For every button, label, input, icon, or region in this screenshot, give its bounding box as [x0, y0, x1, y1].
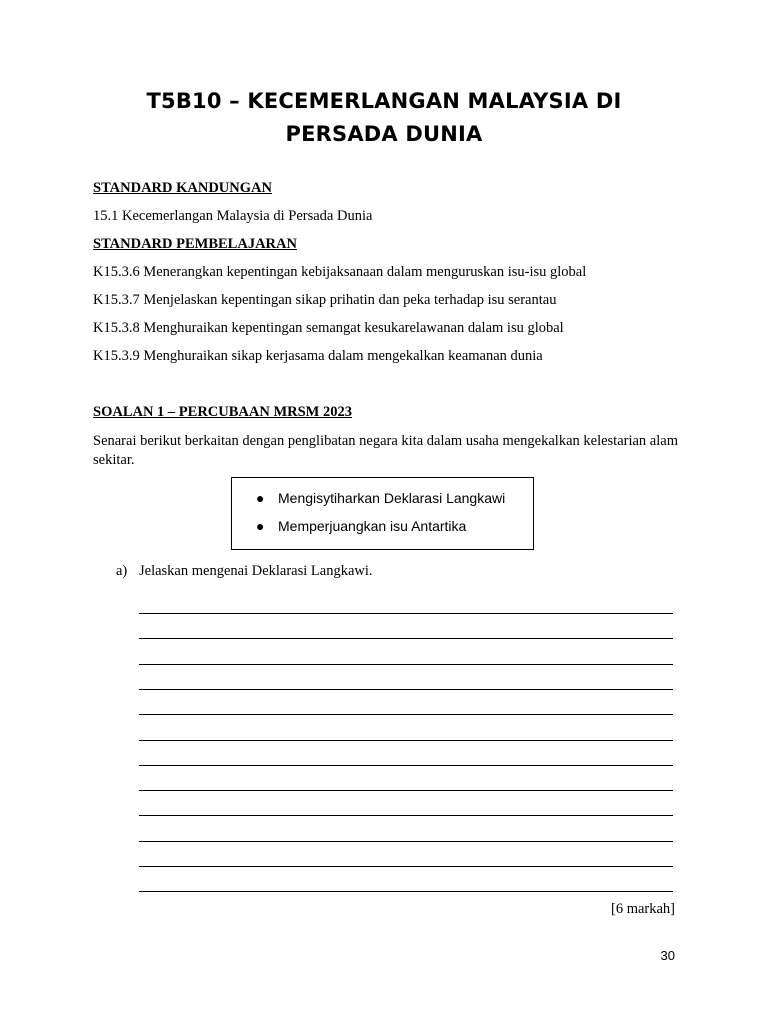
standard-pembelajaran-heading: STANDARD PEMBELAJARAN	[93, 236, 297, 252]
question-heading: SOALAN 1 – PERCUBAAN MRSM 2023	[93, 404, 352, 420]
title-line-1: T5B10 – KECEMERLANGAN MALAYSIA DI	[146, 89, 622, 113]
list-item	[256, 518, 466, 534]
answer-line[interactable]	[139, 765, 673, 766]
answer-line[interactable]	[139, 866, 673, 867]
learning-standard-item: K15.3.9 Menghuraikan sikap kerjasama dalam mengekalkan keamanan dunia	[93, 348, 543, 364]
answer-line[interactable]	[139, 689, 673, 690]
answer-line[interactable]	[139, 740, 673, 741]
page-title	[84, 85, 684, 151]
part-a-label: a)	[116, 563, 128, 579]
list-item-text: Memperjuangkan isu Antartika	[278, 518, 467, 534]
standard-kandungan-heading: STANDARD KANDUNGAN	[93, 180, 272, 196]
bullet-icon: ●	[256, 518, 265, 534]
learning-standard-item: K15.3.8 Menghuraikan kepentingan semangat kesukarelawanan dalam isu global	[93, 320, 564, 336]
marks-label: [6 markah]	[610, 901, 675, 917]
learning-standard-item: K15.3.7 Menjelaskan kepentingan sikap prihatin dan peka terhadap isu serantau	[93, 292, 557, 308]
bullet-icon: ●	[256, 490, 265, 506]
list-item-text: Mengisytiharkan Deklarasi Langkawi	[278, 490, 506, 506]
question-intro: Senarai berikut berkaitan dengan penglibatan negara kita dalam usaha mengekalkan kelestarian alam sekitar.	[93, 433, 678, 468]
list-item	[256, 490, 505, 506]
answer-line[interactable]	[139, 664, 673, 665]
answer-line[interactable]	[139, 841, 673, 842]
answer-line[interactable]	[139, 638, 673, 639]
answer-line[interactable]	[139, 613, 673, 614]
learning-standard-item: K15.3.6 Menerangkan kepentingan kebijaksanaan dalam menguruskan isu-isu global	[93, 264, 587, 280]
answer-line[interactable]	[139, 815, 673, 816]
part-a-question: Jelaskan mengenai Deklarasi Langkawi.	[139, 563, 373, 579]
answer-line[interactable]	[139, 790, 673, 791]
title-line-2: PERSADA DUNIA	[285, 122, 483, 146]
question-list-box	[231, 477, 534, 550]
page-number: 30	[660, 948, 675, 963]
standard-kandungan-item: 15.1 Kecemerlangan Malaysia di Persada Dunia	[93, 208, 373, 224]
answer-line[interactable]	[139, 891, 673, 892]
answer-line[interactable]	[139, 714, 673, 715]
